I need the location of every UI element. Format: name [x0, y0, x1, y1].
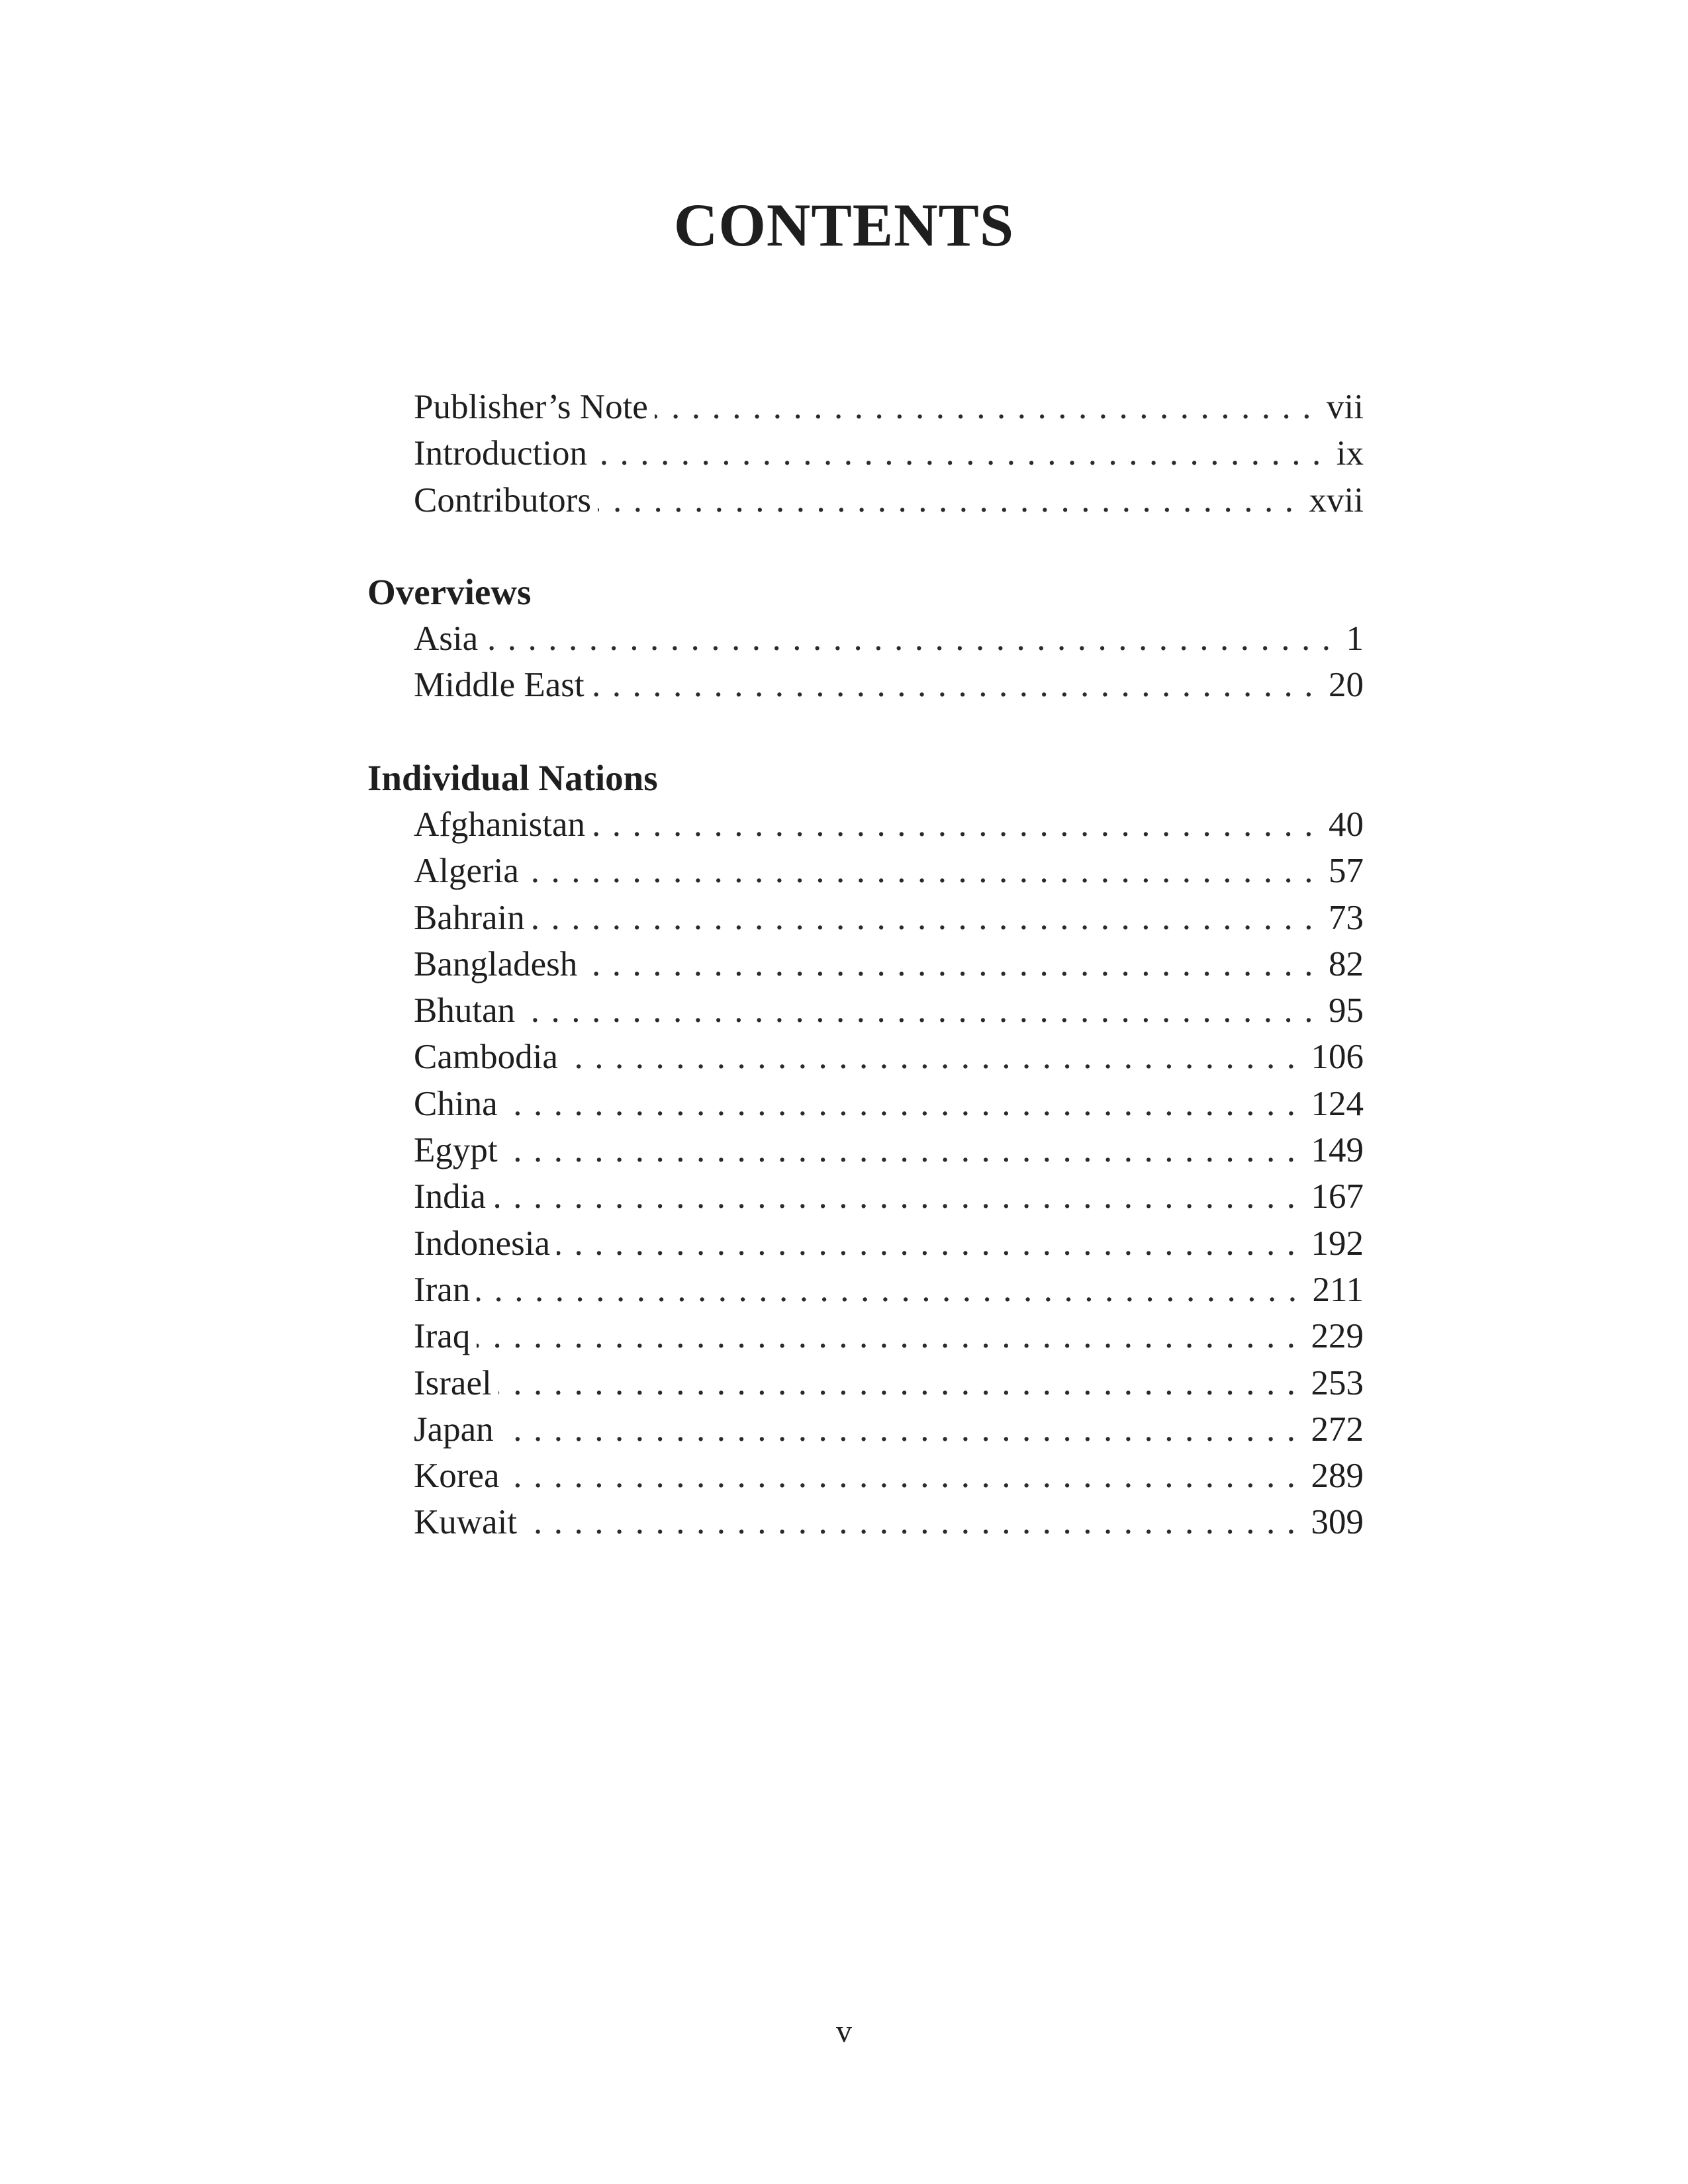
page-number: v [836, 2014, 852, 2049]
dot-leader [524, 1499, 1307, 1545]
toc-entry-china[interactable] [414, 1081, 1364, 1127]
dot-leader [504, 1127, 1307, 1173]
toc-entry-publishers-note[interactable] [414, 384, 1364, 430]
dot-leader [655, 384, 1323, 430]
toc-entry-title: Indonesia [414, 1224, 551, 1263]
toc-entry-page: 73 [1329, 898, 1364, 937]
dot-leader [500, 1406, 1307, 1453]
toc-entry-page: 124 [1311, 1084, 1364, 1123]
dot-leader [591, 662, 1325, 708]
toc-entry-page: xvii [1309, 480, 1364, 520]
toc-entry-page: 229 [1311, 1317, 1364, 1356]
toc-entry-algeria[interactable] [414, 848, 1364, 894]
toc-entry-title: Introduction [414, 434, 587, 473]
toc-entry-page: 1 [1346, 619, 1364, 658]
toc-entry-egypt[interactable] [414, 1127, 1364, 1173]
toc-entry-title: Bangladesh [414, 944, 578, 983]
toc-entry-contributors[interactable] [414, 477, 1364, 523]
toc-entry-israel[interactable] [414, 1360, 1364, 1406]
toc-entry-india[interactable] [414, 1173, 1364, 1220]
toc-entry-title: Bhutan [414, 991, 516, 1030]
toc-entry-japan[interactable] [414, 1406, 1364, 1453]
dot-leader [485, 615, 1342, 662]
dot-leader [557, 1220, 1307, 1267]
toc-entry-page: 106 [1311, 1038, 1364, 1077]
toc-entry-page: ix [1336, 434, 1364, 473]
toc-entry-page: 20 [1329, 666, 1364, 705]
page-title: CONTENTS [673, 191, 1015, 259]
toc-entry-title: China [414, 1084, 498, 1123]
dot-leader [598, 477, 1305, 523]
toc-entry-title: Bahrain [414, 898, 525, 937]
section-individual-nations [367, 755, 1364, 1546]
toc-entry-page: 253 [1311, 1363, 1364, 1402]
toc-entry-iraq[interactable] [414, 1313, 1364, 1359]
dot-leader [565, 1034, 1307, 1080]
toc-entry-bangladesh[interactable] [414, 941, 1364, 987]
toc-entry-page: 149 [1311, 1131, 1364, 1170]
toc-entry-cambodia[interactable] [414, 1034, 1364, 1080]
dot-leader [592, 801, 1325, 848]
toc-entry-title: Kuwait [414, 1503, 518, 1542]
toc-entry-bahrain[interactable] [414, 895, 1364, 941]
toc-entry-title: Algeria [414, 852, 519, 891]
dot-leader [594, 430, 1333, 477]
toc-entry-page: 95 [1329, 991, 1364, 1030]
section-heading: Overviews [367, 572, 532, 612]
section-heading: Individual Nations [367, 758, 658, 798]
toc-entry-page: 192 [1311, 1224, 1364, 1263]
toc-entry-title: Asia [414, 619, 479, 658]
toc-entry-title: Afghanistan [414, 805, 586, 844]
dot-leader [492, 1173, 1307, 1220]
dot-leader [498, 1360, 1307, 1406]
toc-entry-page: vii [1327, 388, 1364, 426]
toc-entry-title: Contributors [414, 480, 591, 520]
dot-leader [506, 1453, 1307, 1499]
toc-entry-page: 82 [1329, 944, 1364, 983]
toc-entry-kuwait[interactable] [414, 1499, 1364, 1545]
toc-entry-title: Egypt [414, 1131, 498, 1170]
toc-entry-title: Japan [414, 1410, 494, 1449]
toc-entry-title: Publisher’s Note [414, 388, 648, 426]
toc-entry-page: 211 [1312, 1270, 1364, 1309]
dot-leader [477, 1267, 1308, 1313]
toc-entry-page: 289 [1311, 1457, 1364, 1496]
toc-entry-indonesia[interactable] [414, 1220, 1364, 1267]
toc-entry-title: Iraq [414, 1317, 471, 1356]
toc-entry-page: 57 [1329, 852, 1364, 891]
toc-entry-page: 40 [1329, 805, 1364, 844]
toc-entry-title: Israel [414, 1363, 492, 1402]
dot-leader [522, 987, 1325, 1034]
dot-leader [526, 848, 1325, 894]
toc-entry-korea[interactable] [414, 1453, 1364, 1499]
toc-entry-title: India [414, 1177, 486, 1216]
toc-entry-middle-east[interactable] [414, 662, 1364, 708]
dot-leader [477, 1313, 1307, 1359]
dot-leader [504, 1081, 1307, 1127]
toc-entry-title: Cambodia [414, 1038, 558, 1077]
front-matter-list [367, 384, 1364, 523]
toc-entry-bhutan[interactable] [414, 987, 1364, 1034]
toc-entry-asia[interactable] [414, 615, 1364, 662]
section-overviews [367, 569, 1364, 709]
toc-entry-afghanistan[interactable] [414, 801, 1364, 848]
toc-entry-title: Iran [414, 1270, 471, 1309]
toc-entry-page: 167 [1311, 1177, 1364, 1216]
toc-entry-title: Korea [414, 1457, 500, 1496]
toc-entry-title: Middle East [414, 666, 585, 705]
toc-entry-page: 309 [1311, 1503, 1364, 1542]
dot-leader [584, 941, 1325, 987]
toc-entry-introduction[interactable] [414, 430, 1364, 477]
toc-entry-iran[interactable] [414, 1267, 1364, 1313]
toc-entry-page: 272 [1311, 1410, 1364, 1449]
dot-leader [532, 895, 1325, 941]
